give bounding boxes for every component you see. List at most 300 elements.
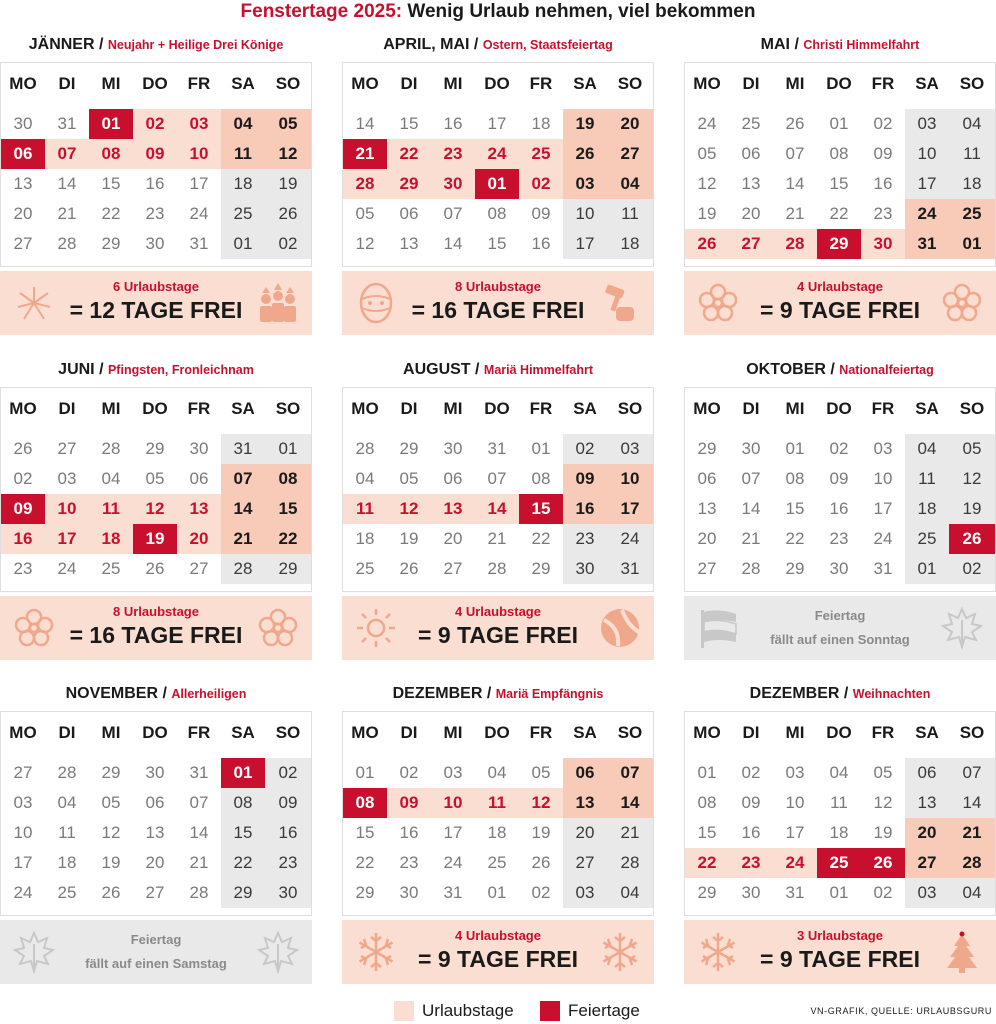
day-cell: 28 <box>949 848 995 878</box>
day-cell: 16 <box>399 823 419 842</box>
day-cell: 23 <box>145 204 165 223</box>
day-cell: 21 <box>607 818 653 848</box>
day-cell: 18 <box>829 823 849 842</box>
day-cell: 02 <box>531 883 551 902</box>
heading-separator: / <box>99 361 108 378</box>
day-cell: 03 <box>177 109 221 139</box>
day-cell: 25 <box>487 853 507 872</box>
weekday-header: MO <box>351 74 379 93</box>
day-cell: 13 <box>905 788 949 818</box>
day-cell: 27 <box>905 848 949 878</box>
day-cell: 28 <box>189 883 209 902</box>
weekday-header: DO <box>484 399 510 418</box>
day-cell: 08 <box>221 788 265 818</box>
weekday-header: SA <box>573 399 597 418</box>
day-cell: 02 <box>13 469 33 488</box>
month-panel <box>342 32 654 328</box>
day-cell: 05 <box>355 204 375 223</box>
day-cell: 25 <box>57 883 77 902</box>
day-cell: 28 <box>101 439 121 458</box>
day-cell: 12 <box>697 174 717 193</box>
page-title <box>0 0 996 26</box>
day-cell: 20 <box>177 524 221 554</box>
calendar-table <box>0 711 312 916</box>
summary-box <box>684 596 996 660</box>
day-cell: 27 <box>13 234 33 253</box>
weekday-header: DI <box>400 723 418 742</box>
weekday-header: MI <box>101 399 121 418</box>
day-cell: 01 <box>829 883 849 902</box>
day-cell: 15 <box>487 234 507 253</box>
day-cell: 25 <box>519 139 563 169</box>
day-cell: 21 <box>221 524 265 554</box>
day-cell: 01 <box>89 109 133 139</box>
day-cell: 20 <box>697 529 717 548</box>
weekday-header: SA <box>915 723 939 742</box>
day-cell: 30 <box>563 554 607 584</box>
day-cell: 19 <box>399 529 419 548</box>
beach-ball-icon <box>598 606 642 650</box>
day-cell: 12 <box>133 494 177 524</box>
day-cell: 25 <box>741 114 761 133</box>
day-cell: 20 <box>741 204 761 223</box>
summary-box <box>0 596 312 660</box>
weekday-header: SO <box>959 399 985 418</box>
month-panel <box>0 681 312 977</box>
day-cell: 30 <box>741 439 761 458</box>
day-cell: 16 <box>1 524 45 554</box>
month-heading <box>684 681 996 707</box>
day-cell: 14 <box>189 823 209 842</box>
day-cell: 27 <box>697 559 717 578</box>
day-cell: 04 <box>905 434 949 464</box>
day-cell: 02 <box>265 229 311 259</box>
day-cell: 05 <box>265 109 311 139</box>
day-cell: 31 <box>189 234 209 253</box>
day-cell: 08 <box>697 793 717 812</box>
weekday-header: DO <box>484 74 510 93</box>
page-title-rest: Wenig Urlaub nehmen, viel bekommen <box>407 1 756 22</box>
day-cell: 28 <box>607 848 653 878</box>
day-cell: 04 <box>607 878 653 908</box>
day-cell: 19 <box>697 204 717 223</box>
day-cell: 25 <box>221 199 265 229</box>
calendar-table <box>684 62 996 267</box>
day-cell: 20 <box>905 818 949 848</box>
summary-vacation-days: 4 Urlaubstage <box>797 279 883 294</box>
day-cell: 20 <box>563 818 607 848</box>
day-cell: 25 <box>949 199 995 229</box>
day-cell: 21 <box>343 139 387 169</box>
summary-vacation-days: 6 Urlaubstage <box>113 279 199 294</box>
day-cell: 02 <box>829 439 849 458</box>
day-cell: 07 <box>607 758 653 788</box>
day-cell: 26 <box>145 559 165 578</box>
day-cell: 10 <box>177 139 221 169</box>
day-cell: 03 <box>443 763 463 782</box>
day-cell: 12 <box>519 788 563 818</box>
day-cell: 17 <box>905 169 949 199</box>
day-cell: 26 <box>13 439 33 458</box>
weekday-header: DI <box>400 399 418 418</box>
day-cell: 14 <box>221 494 265 524</box>
summary-vacation-days: 8 Urlaubstage <box>455 279 541 294</box>
day-cell: 24 <box>905 199 949 229</box>
day-cell: 13 <box>741 174 761 193</box>
day-cell: 01 <box>221 229 265 259</box>
day-cell: 27 <box>607 139 653 169</box>
day-cell: 13 <box>431 494 475 524</box>
day-cell: 18 <box>607 229 653 259</box>
weekday-header: SA <box>231 74 255 93</box>
day-cell: 30 <box>431 169 475 199</box>
day-cell: 03 <box>905 109 949 139</box>
day-cell: 29 <box>531 559 551 578</box>
day-cell: 24 <box>13 883 33 902</box>
day-cell: 05 <box>949 434 995 464</box>
month-panel <box>342 357 654 653</box>
holiday-name: Christi Himmelfahrt <box>803 38 920 52</box>
calendar-table <box>342 711 654 916</box>
day-cell: 13 <box>177 494 221 524</box>
day-cell: 06 <box>443 469 463 488</box>
weekday-header: MI <box>785 74 805 93</box>
day-cell: 18 <box>89 524 133 554</box>
christmas-tree-icon <box>940 930 984 974</box>
day-cell: 30 <box>265 878 311 908</box>
weekday-header: DI <box>58 723 76 742</box>
day-cell: 19 <box>133 524 177 554</box>
day-cell: 15 <box>697 823 717 842</box>
day-cell: 29 <box>101 234 121 253</box>
heading-separator: / <box>843 685 853 702</box>
day-cell: 03 <box>563 878 607 908</box>
month-name: DEZEMBER <box>392 685 483 702</box>
day-cell: 21 <box>57 204 77 223</box>
day-cell: 16 <box>145 174 165 193</box>
day-cell: 12 <box>101 823 121 842</box>
holiday-name: Nationalfeiertag <box>839 363 934 377</box>
day-cell: 08 <box>487 204 507 223</box>
day-cell: 11 <box>830 793 848 812</box>
day-cell: 02 <box>563 434 607 464</box>
day-cell: 22 <box>265 524 311 554</box>
day-cell: 20 <box>607 109 653 139</box>
heading-separator: / <box>830 361 840 378</box>
day-cell: 04 <box>101 469 121 488</box>
day-cell: 29 <box>399 439 419 458</box>
page-title-lead: Fenstertage 2025: <box>240 1 403 22</box>
summary-vacation-days: 4 Urlaubstage <box>455 604 541 619</box>
day-cell: 11 <box>89 494 133 524</box>
day-cell: 27 <box>189 559 209 578</box>
day-cell: 08 <box>265 464 311 494</box>
day-cell: 18 <box>531 114 551 133</box>
weekday-header: DI <box>742 723 760 742</box>
day-cell: 20 <box>13 204 33 223</box>
weekday-header: MO <box>351 723 379 742</box>
day-cell: 10 <box>607 464 653 494</box>
summary-box <box>684 271 996 335</box>
summary-vacation-days: 4 Urlaubstage <box>455 928 541 943</box>
day-cell: 19 <box>531 823 551 842</box>
day-cell: 11 <box>221 139 265 169</box>
day-cell: 07 <box>189 793 209 812</box>
day-cell: 10 <box>45 494 89 524</box>
day-cell: 15 <box>519 494 563 524</box>
day-cell: 16 <box>443 114 463 133</box>
day-cell: 02 <box>399 763 419 782</box>
day-cell: 19 <box>101 853 121 872</box>
day-cell: 21 <box>189 853 209 872</box>
weekday-header: MI <box>443 723 463 742</box>
summary-total-days: = 9 TAGE FREI <box>760 297 920 323</box>
day-cell: 28 <box>221 554 265 584</box>
weekday-header: MO <box>693 723 721 742</box>
day-cell: 14 <box>57 174 77 193</box>
calendar-table <box>0 387 312 592</box>
day-cell: 04 <box>221 109 265 139</box>
month-name: DEZEMBER <box>749 685 840 702</box>
month-panel <box>684 32 996 328</box>
day-cell: 27 <box>443 559 463 578</box>
summary-total-days: = 16 TAGE FREI <box>411 297 585 323</box>
day-cell: 22 <box>387 139 431 169</box>
calendar-table <box>684 387 996 592</box>
flower-icon <box>940 281 984 325</box>
weekday-header: FR <box>187 74 211 93</box>
day-cell: 23 <box>563 524 607 554</box>
weekday-header: SO <box>959 723 985 742</box>
month-panel <box>684 681 996 977</box>
day-cell: 07 <box>741 469 761 488</box>
weekday-header: FR <box>529 723 553 742</box>
day-cell: 13 <box>563 788 607 818</box>
day-cell: 31 <box>189 763 209 782</box>
day-cell: 24 <box>607 524 653 554</box>
day-cell: 14 <box>443 234 463 253</box>
weekday-header: SA <box>915 399 939 418</box>
summary-total-days: fällt auf einen Sonntag <box>770 632 910 647</box>
day-cell: 17 <box>487 114 507 133</box>
day-cell: 14 <box>355 114 375 133</box>
weekday-header: MO <box>351 399 379 418</box>
day-cell: 23 <box>265 848 311 878</box>
day-cell: 29 <box>265 554 311 584</box>
weekday-header: SO <box>617 723 643 742</box>
weekday-header: MO <box>693 74 721 93</box>
day-cell: 31 <box>487 439 507 458</box>
month-heading <box>342 357 654 383</box>
weekday-header: FR <box>529 399 553 418</box>
day-cell: 01 <box>697 763 717 782</box>
day-cell: 24 <box>443 853 463 872</box>
day-cell: 13 <box>399 234 419 253</box>
weekday-header: SA <box>231 723 255 742</box>
heading-separator: / <box>475 361 484 378</box>
summary-total-days: = 9 TAGE FREI <box>760 946 920 972</box>
day-cell: 18 <box>949 169 995 199</box>
day-cell: 10 <box>873 469 893 488</box>
day-cell: 28 <box>343 169 387 199</box>
holiday-name: Ostern, Staatsfeiertag <box>482 38 613 52</box>
day-cell: 31 <box>905 229 949 259</box>
weekday-header: SO <box>275 399 301 418</box>
legend-holiday-label: Feiertage <box>568 1001 640 1020</box>
day-cell: 10 <box>785 793 805 812</box>
day-cell: 12 <box>265 139 311 169</box>
day-cell: 09 <box>1 494 45 524</box>
summary-box <box>342 596 654 660</box>
day-cell: 16 <box>563 494 607 524</box>
legend-holiday-swatch <box>540 1001 560 1021</box>
day-cell: 07 <box>949 758 995 788</box>
day-cell: 14 <box>741 499 761 518</box>
day-cell: 23 <box>873 204 893 223</box>
day-cell: 11 <box>607 199 653 229</box>
weekday-header: FR <box>187 723 211 742</box>
day-cell: 01 <box>487 883 507 902</box>
summary-total-days: = 16 TAGE FREI <box>69 622 243 648</box>
month-heading <box>0 32 312 58</box>
day-cell: 25 <box>101 559 121 578</box>
day-cell: 15 <box>785 499 805 518</box>
summary-vacation-days: 3 Urlaubstage <box>797 928 883 943</box>
leaf-icon <box>256 930 300 974</box>
day-cell: 29 <box>817 229 861 259</box>
weekday-header: FR <box>871 723 895 742</box>
day-cell: 26 <box>563 139 607 169</box>
day-cell: 22 <box>221 848 265 878</box>
day-cell: 18 <box>905 494 949 524</box>
day-cell: 02 <box>265 758 311 788</box>
day-cell: 17 <box>443 823 463 842</box>
holiday-name: Mariä Himmelfahrt <box>483 363 593 377</box>
month-name: JÄNNER <box>28 36 95 53</box>
day-cell: 29 <box>355 883 375 902</box>
day-cell: 22 <box>685 848 729 878</box>
day-cell: 24 <box>697 114 717 133</box>
day-cell: 30 <box>145 234 165 253</box>
day-cell: 06 <box>697 469 717 488</box>
weekday-header: DI <box>400 74 418 93</box>
summary-vacation-days: Feiertag <box>814 608 866 623</box>
day-cell: 05 <box>145 469 165 488</box>
day-cell: 21 <box>741 529 761 548</box>
day-cell: 29 <box>697 439 717 458</box>
day-cell: 06 <box>189 469 209 488</box>
day-cell: 05 <box>531 763 551 782</box>
day-cell: 01 <box>905 554 949 584</box>
day-cell: 01 <box>785 439 805 458</box>
day-cell: 22 <box>829 204 849 223</box>
day-cell: 21 <box>785 204 805 223</box>
weekday-header: MO <box>9 74 37 93</box>
day-cell: 30 <box>189 439 209 458</box>
day-cell: 28 <box>487 559 507 578</box>
day-cell: 29 <box>101 763 121 782</box>
weekday-header: DO <box>826 723 852 742</box>
day-cell: 09 <box>387 788 431 818</box>
day-cell: 22 <box>101 204 121 223</box>
day-cell: 04 <box>487 763 507 782</box>
day-cell: 09 <box>265 788 311 818</box>
summary-box <box>342 920 654 984</box>
month-name: AUGUST <box>403 361 471 378</box>
month-panel <box>0 32 312 328</box>
day-cell: 17 <box>607 494 653 524</box>
summary-vacation-days: 8 Urlaubstage <box>113 604 199 619</box>
holiday-name: Pfingsten, Fronleichnam <box>107 363 254 377</box>
weekday-header: DO <box>484 723 510 742</box>
day-cell: 02 <box>873 883 893 902</box>
day-cell: 06 <box>399 204 419 223</box>
weekday-header: DI <box>58 74 76 93</box>
weekday-header: SA <box>915 74 939 93</box>
day-cell: 07 <box>221 464 265 494</box>
day-cell: 03 <box>57 469 77 488</box>
day-cell: 18 <box>221 169 265 199</box>
day-cell: 24 <box>475 139 519 169</box>
leaf-icon <box>940 606 984 650</box>
day-cell: 26 <box>861 848 905 878</box>
weekday-header: MI <box>101 723 121 742</box>
day-cell: 10 <box>431 788 475 818</box>
day-cell: 06 <box>1 139 45 169</box>
day-cell: 08 <box>829 144 849 163</box>
weekday-header: FR <box>529 74 553 93</box>
day-cell: 30 <box>399 883 419 902</box>
day-cell: 28 <box>57 763 77 782</box>
weekday-header: SA <box>573 723 597 742</box>
day-cell: 25 <box>905 524 949 554</box>
month-name: MAI <box>760 36 790 53</box>
day-cell: 15 <box>399 114 419 133</box>
day-cell: 26 <box>101 883 121 902</box>
day-cell: 11 <box>343 494 387 524</box>
weekday-header: MO <box>9 723 37 742</box>
day-cell: 30 <box>861 229 905 259</box>
month-heading <box>0 681 312 707</box>
day-cell: 23 <box>729 848 773 878</box>
day-cell: 09 <box>741 793 761 812</box>
holiday-name: Neujahr + Heilige Drei Könige <box>107 38 284 52</box>
weekday-header: MI <box>443 399 463 418</box>
day-cell: 17 <box>785 823 805 842</box>
day-cell: 26 <box>685 229 729 259</box>
weekday-header: SO <box>275 74 301 93</box>
summary-total-days: fällt auf einen Samstag <box>85 956 227 971</box>
month-name: OKTOBER <box>746 361 826 378</box>
day-cell: 24 <box>57 559 77 578</box>
day-cell: 23 <box>399 853 419 872</box>
weekday-header: MI <box>785 399 805 418</box>
day-cell: 29 <box>145 439 165 458</box>
day-cell: 25 <box>355 559 375 578</box>
day-cell: 12 <box>873 793 893 812</box>
day-cell: 25 <box>817 848 861 878</box>
day-cell: 16 <box>741 823 761 842</box>
weekday-header: DI <box>58 399 76 418</box>
day-cell: 05 <box>399 469 419 488</box>
summary-box <box>684 920 996 984</box>
day-cell: 03 <box>13 793 33 812</box>
summary-total-days: = 9 TAGE FREI <box>418 622 578 648</box>
calendar-table <box>342 62 654 267</box>
day-cell: 03 <box>905 878 949 908</box>
weekday-header: DI <box>742 399 760 418</box>
day-cell: 28 <box>741 559 761 578</box>
